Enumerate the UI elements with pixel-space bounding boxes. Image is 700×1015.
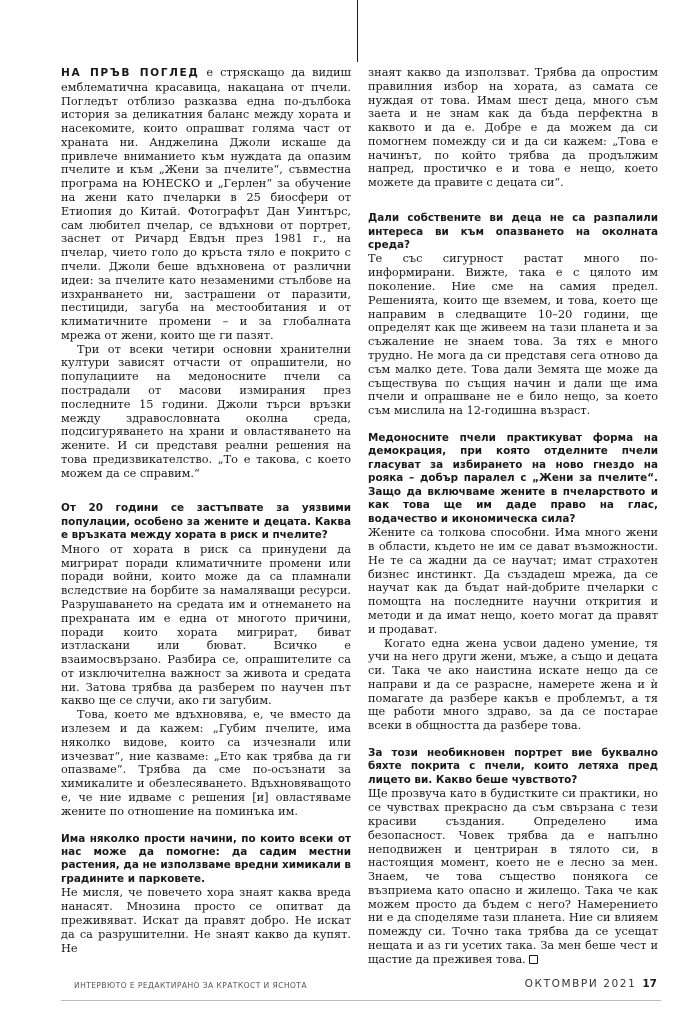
answer-women-teach: Когато една жена усвои дадено умение, тя учи на него други жени, мъже, а също и децата си. Така че ако наистина искате нещо да се направи и да се разрасне, намерете жена и ѝ помагате да разбере какъв е проблемът, а тя ще работи много здраво, за да се постарае всеки в общността да разбере това.: [368, 636, 658, 733]
intro-paragraph: [61, 66, 351, 343]
issue-date: ОКТОМВРИ 2021: [524, 978, 637, 990]
right-column: [368, 66, 658, 967]
column-top-rule: [357, 0, 358, 62]
left-column: [61, 66, 351, 955]
answer-women-capable: Жените са толкова способни. Има много жени в области, където не им се дават възможности. Не те са жадни да се научат; имат страхотен бизнес инстинкт. Да създадеш мрежа, да се научат как да бъдат най-добрите пчеларки с помощта на последните научни открития и методи и да имат нещо, което могат да правят и продават.: [368, 526, 658, 636]
question-simple-ways: Има няколко прости начини, по които всеки от нас може да помогне: да садим местни растения, да не използваме вредни химикали в градините и парковете.: [61, 832, 351, 885]
lead-in: НА ПРЪВ ПОГЛЕД: [61, 67, 200, 79]
footer-editorial-note: ИНТЕРВЮТО Е РЕДАКТИРАНО ЗА КРАТКОСТ И ЯСНОТА: [74, 981, 307, 990]
footer-issue: [525, 978, 657, 990]
page-number: 17: [642, 978, 657, 990]
answer-harm-continued: знаят какво да използват. Трябва да опростим правилния избор на хората, аз самата се нуждая от това. Имам шест деца, много съм заета и не знам как да бъда перфектна в каквото и да е. Добре е да можем да си помогнем помежду си и да си кажем: „Това е начинът, по който трябва да продължим напред, простичко е и това е нещо, което можете да правите с децата си“.: [368, 66, 658, 190]
answer-migration: Много от хората в риск са принудени да мигрират поради климатичните промени или поради войни, които може да са пламнали вследствие на борбите за намаляващи ресурси. Разрушаването на средата им и отнемането на прехраната им е една от многото причини, поради които хората мигрират, биват изтласкани или бюват. Всичко е взаимосвързано. Разбира се, опрашителите са от изключителна важност за живота и средата ни. Затова трябва да разберем по научен път какво ще се случи, ако ги загубим.: [61, 542, 351, 708]
answer-portrait-text: Ще прозвуча като в будистките си практики, но се чувствах прекрасно да съм свързана с тези красиви създания. Определено има безопасност. Човек трябва да е напълно неподвижен и центриран в тялото си, в настоящия момент, което не е лесно за мен. Знаем, че това същество понякога се възприема като опасно и жилещо. Така че как можем просто да бъдем с него? Намерението ни е да споделяме тази планета. Ние си влияем помежду си. Точно така трябва да се усещат нещата и аз ги усетих така. За мен беше чест и щастие да преживея това.: [368, 787, 658, 966]
answer-generation: Те със сигурност растат много по-информирани. Вижте, така е с цялото им поколение. Ние сме на самия предел. Решенията, които ще вземем, и това, което ще направим в следващите 10–20 години, ще определят как ще живеем на тази планета и за съжаление не знаем това. За тях е много трудно. Не мога да си представя сега отново да съм малко дете. Това дали Земята ще може да съществува по същия начин и дали ще има пчели и опрашване не е било нещо, за което съм мислила на 12-годишна възраст.: [368, 252, 658, 418]
answer-harm: Не мисля, че повечето хора знаят каква вреда нанасят. Мнозина просто се опитват да преживяват. Искат да правят добро. Не искат да са разрушителни. Не знаят какво да купят. Не: [61, 886, 351, 955]
question-vulnerable-populations: От 20 години се застъпвате за уязвими популации, особено за жените и децата. Каква е връзката между хората в риск и пчелите?: [61, 502, 351, 542]
footer-rule: [61, 1000, 661, 1001]
paragraph-pollinators: Три от всеки четири основни хранителни култури зависят отчасти от опрашители, но популациите на медоносните пчели са пострадали от масови измирания през последните 15 години. Джоли търси връзки между здравословната околна среда, подсигуряването на храни и овластяването на жените. И си представя реални решения на това предизвикателство. „То е такова, с което можем да се справим.“: [61, 342, 351, 480]
answer-inspiration: Това, което ме вдъхновява, е, че вместо да излезем и да кажем: „Губим пчелите, има няколко видове, които са изчезнали или изчезват“, ние казваме: „Ето как трябва да ги опазваме“. Трябва да сме по-осъзнати за химикалите и обезлесяването. Вдъхновяващото е, че ние идваме с решения [и] овластяваме жените по отношение на поминъка им.: [61, 708, 351, 818]
question-bee-democracy: Медоносните пчели практикуват форма на демокрация, при която отделните пчели гласуват за избирането на ново гнездо на рояка – добър паралел с „Жени за пчелите“. Защо да включваме жените в пчеларството и как това ще им даде право на глас, водачество и икономическа сила?: [368, 431, 658, 525]
intro-text: е стряскащо да видиш емблематична красавица, накацана от пчели. Погледът отблизо разказва една по-дълбока история за деликатния баланс между хората и насекомите, които опрашват голяма част от храната ни. Анджелина Джоли искаше да привлече вниманието към нуждата да опазим пчелите и към „Жени за пчелите“, съвместна програма на ЮНЕСКО и „Герлен“ за обучение на жени като пчеларки в 25 биосфери от Етиопия до Китай. Фотографът Дан Уинтърс, сам любител пчелар, се вдъхнови от портрет, заснет от Ричард Евдън през 1981 г., на пчелар, чието голо до кръста тяло е покрито с пчели. Джоли беше вдъхновена от различни идеи: за пчелите като незаменими стълбове на изхранването ни, застрашени от паразити, пестициди, загуба на местообитания и от климатичните промени – и за глобалната мрежа от жени, които ще ги пазят.: [61, 66, 351, 342]
question-own-children: Дали собствените ви деца не са разпалили интереса ви към опазването на околната среда?: [368, 212, 658, 251]
answer-portrait: [368, 787, 658, 966]
end-mark-icon: [529, 955, 538, 964]
question-portrait: За този необикновен портрет вие буквално бяхте покрита с пчели, които летяха пред лицето ви. Какво беше чувството?: [368, 746, 658, 786]
